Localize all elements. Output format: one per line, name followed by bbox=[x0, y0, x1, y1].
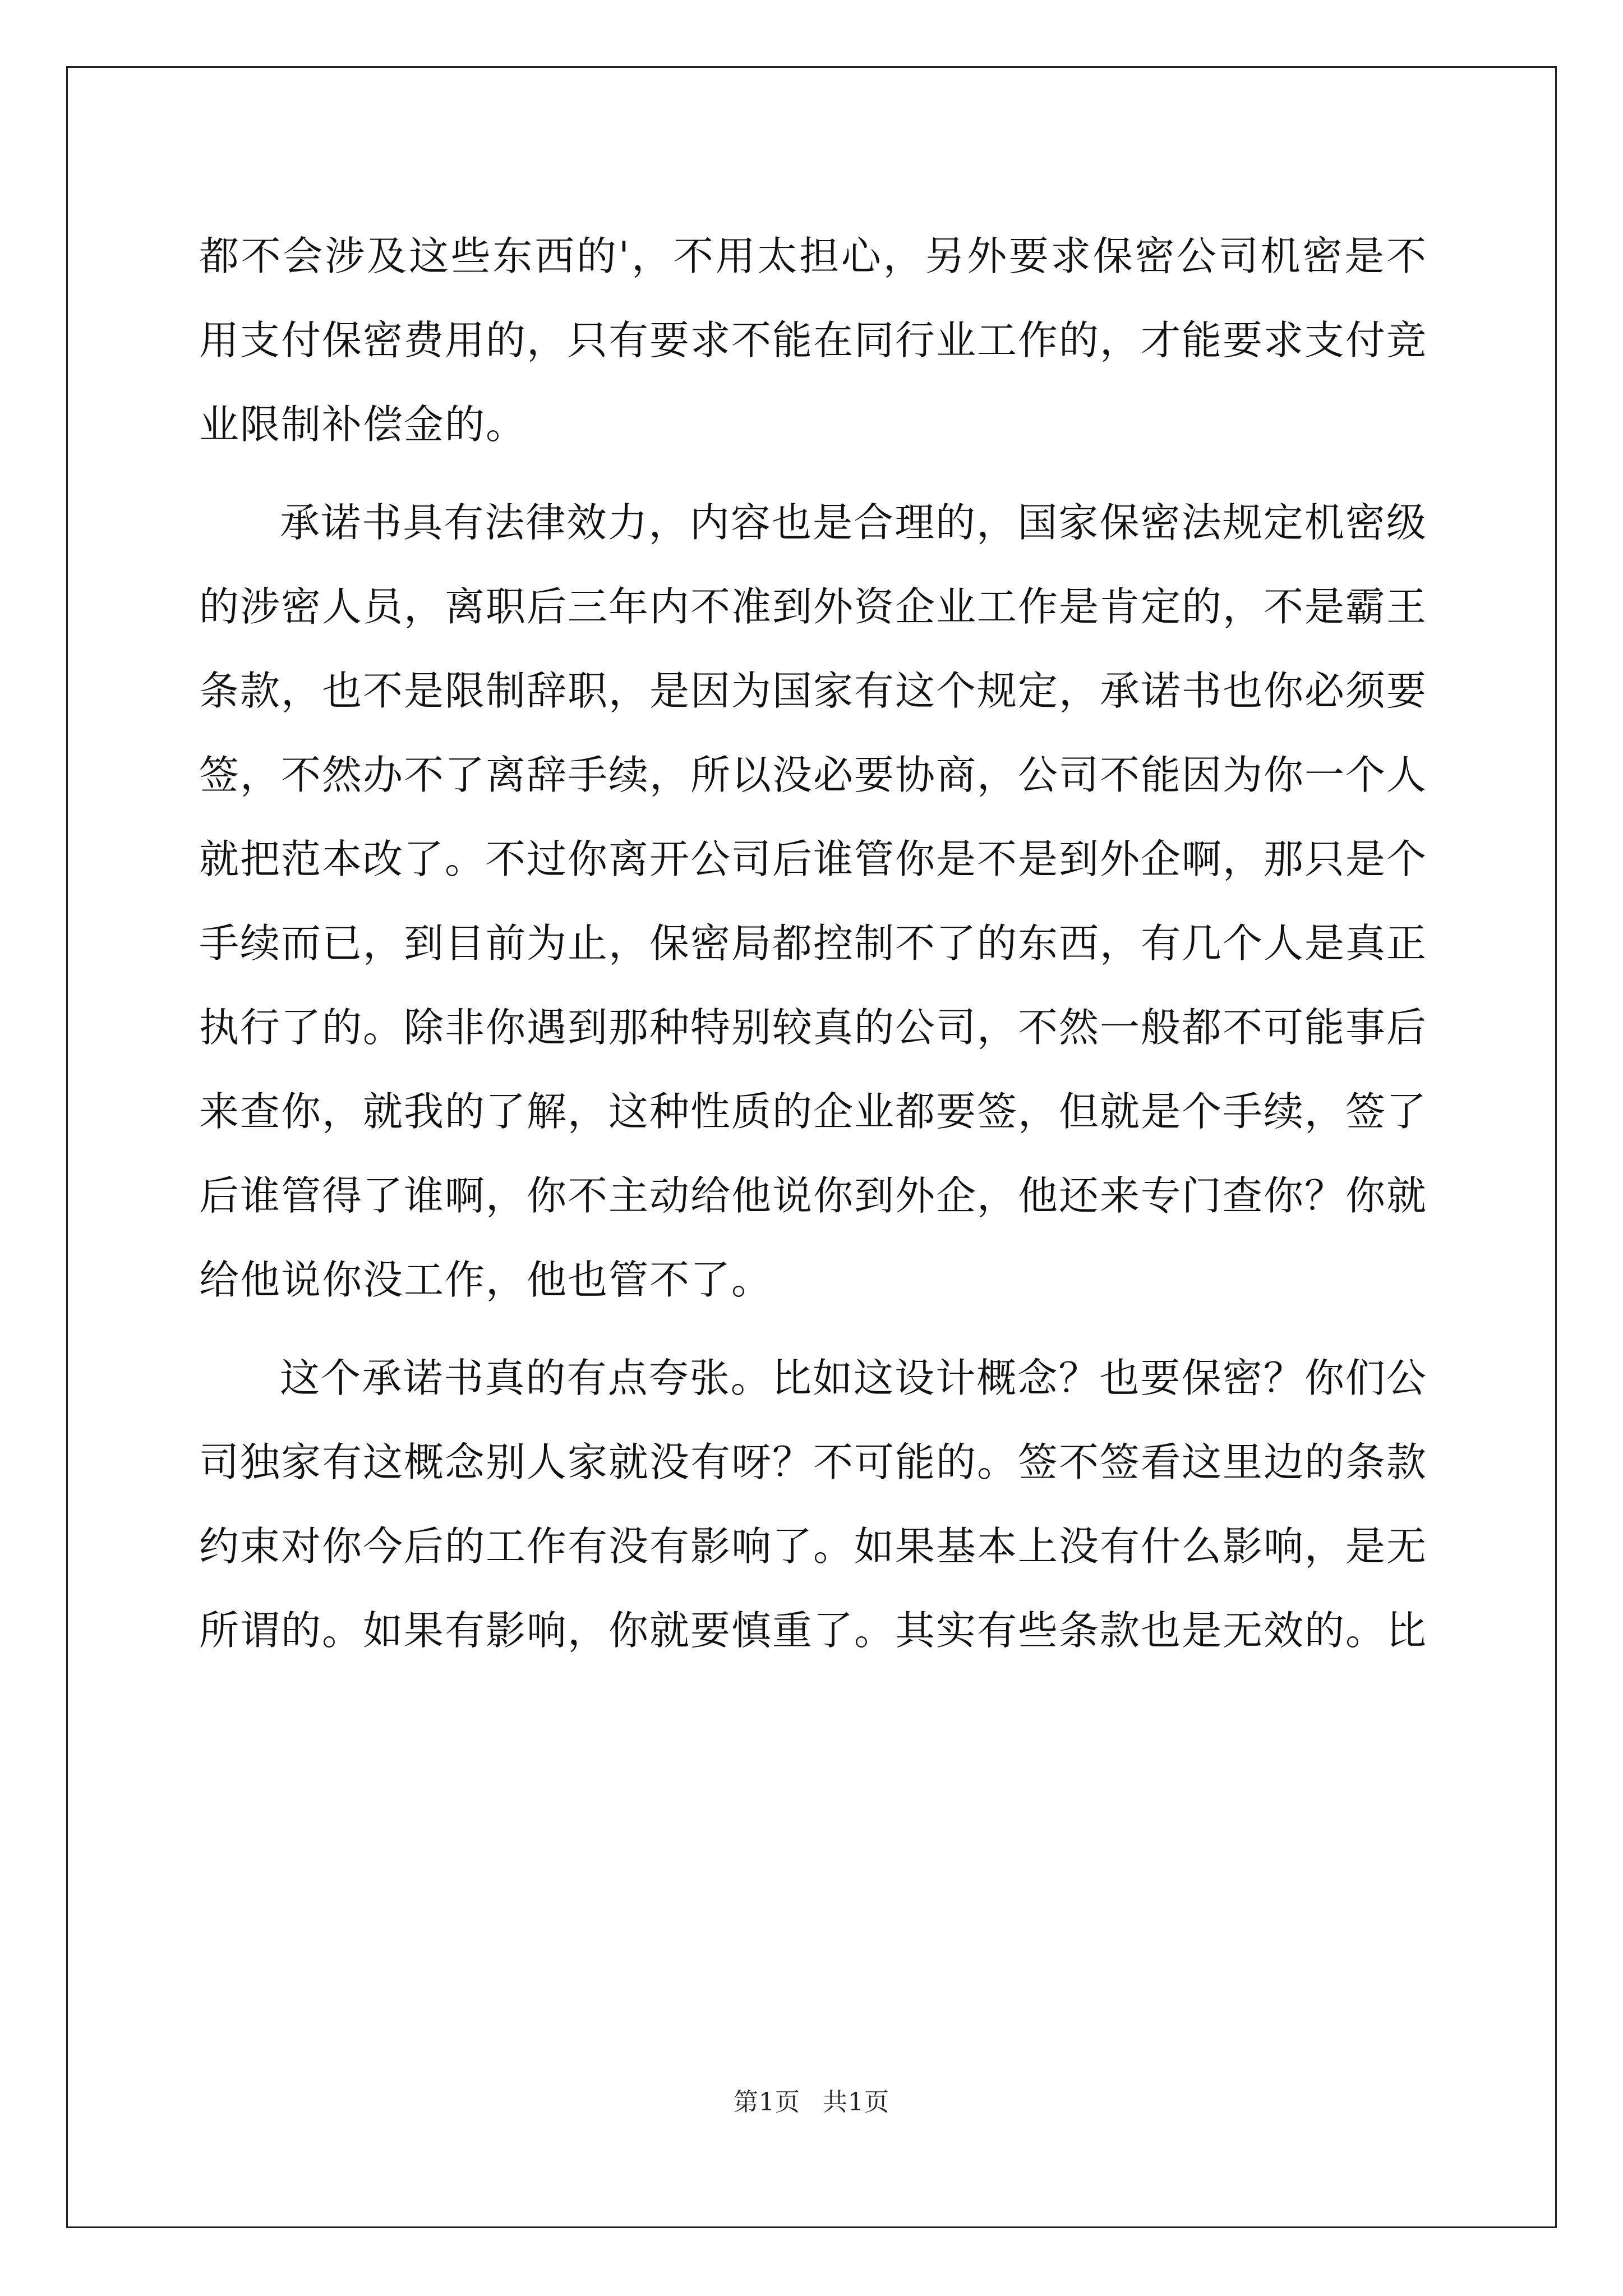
page-footer bbox=[0, 2086, 1623, 2119]
page-count: 共1页 bbox=[823, 2088, 889, 2116]
paragraph-2: 承诺书具有法律效力，内容也是合理的，国家保密法规定机密级的涉密人员，离职后三年内不准到外资企业工作是肯定的，不是霸王条款，也不是限制辞职，是因为国家有这个规定，承诺书也你必须要签，不然办不了离辞手续，所以没必要协商，公司不能因为你一个人就把范本改了。不过你离开公司后谁管你是不是到外企啊，那只是个手续而已，到目前为止，保密局都控制不了的东西，有几个人是真正执行了的。除非你遇到那种特别较真的公司，不然一般都不可能事后来查你，就我的了解，这种性质的企业都要签，但就是个手续，签了后谁管得了谁啊，你不主动给他说你到外企，他还来专门查你？你就给他说你没工作，他也管不了。 bbox=[199, 499, 1428, 1303]
paragraph-3: 这个承诺书真的有点夸张。比如这设计概念？也要保密？你们公司独家有这概念别人家就没有呀？不可能的。签不签看这里边的条款约束对你今后的工作有没有影响了。如果基本上没有什么影响，是无所谓的。如果有影响，你就要慎重了。其实有些条款也是无效的。比 bbox=[199, 1355, 1428, 1654]
document-body bbox=[199, 214, 1427, 1687]
paragraph-1: 都不会涉及这些东西的'，不用太担心，另外要求保密公司机密是不用支付保密费用的，只有要求不能在同行业工作的，才能要求支付竞业限制补偿金的。 bbox=[199, 233, 1428, 448]
page-number: 第1页 bbox=[734, 2088, 800, 2116]
